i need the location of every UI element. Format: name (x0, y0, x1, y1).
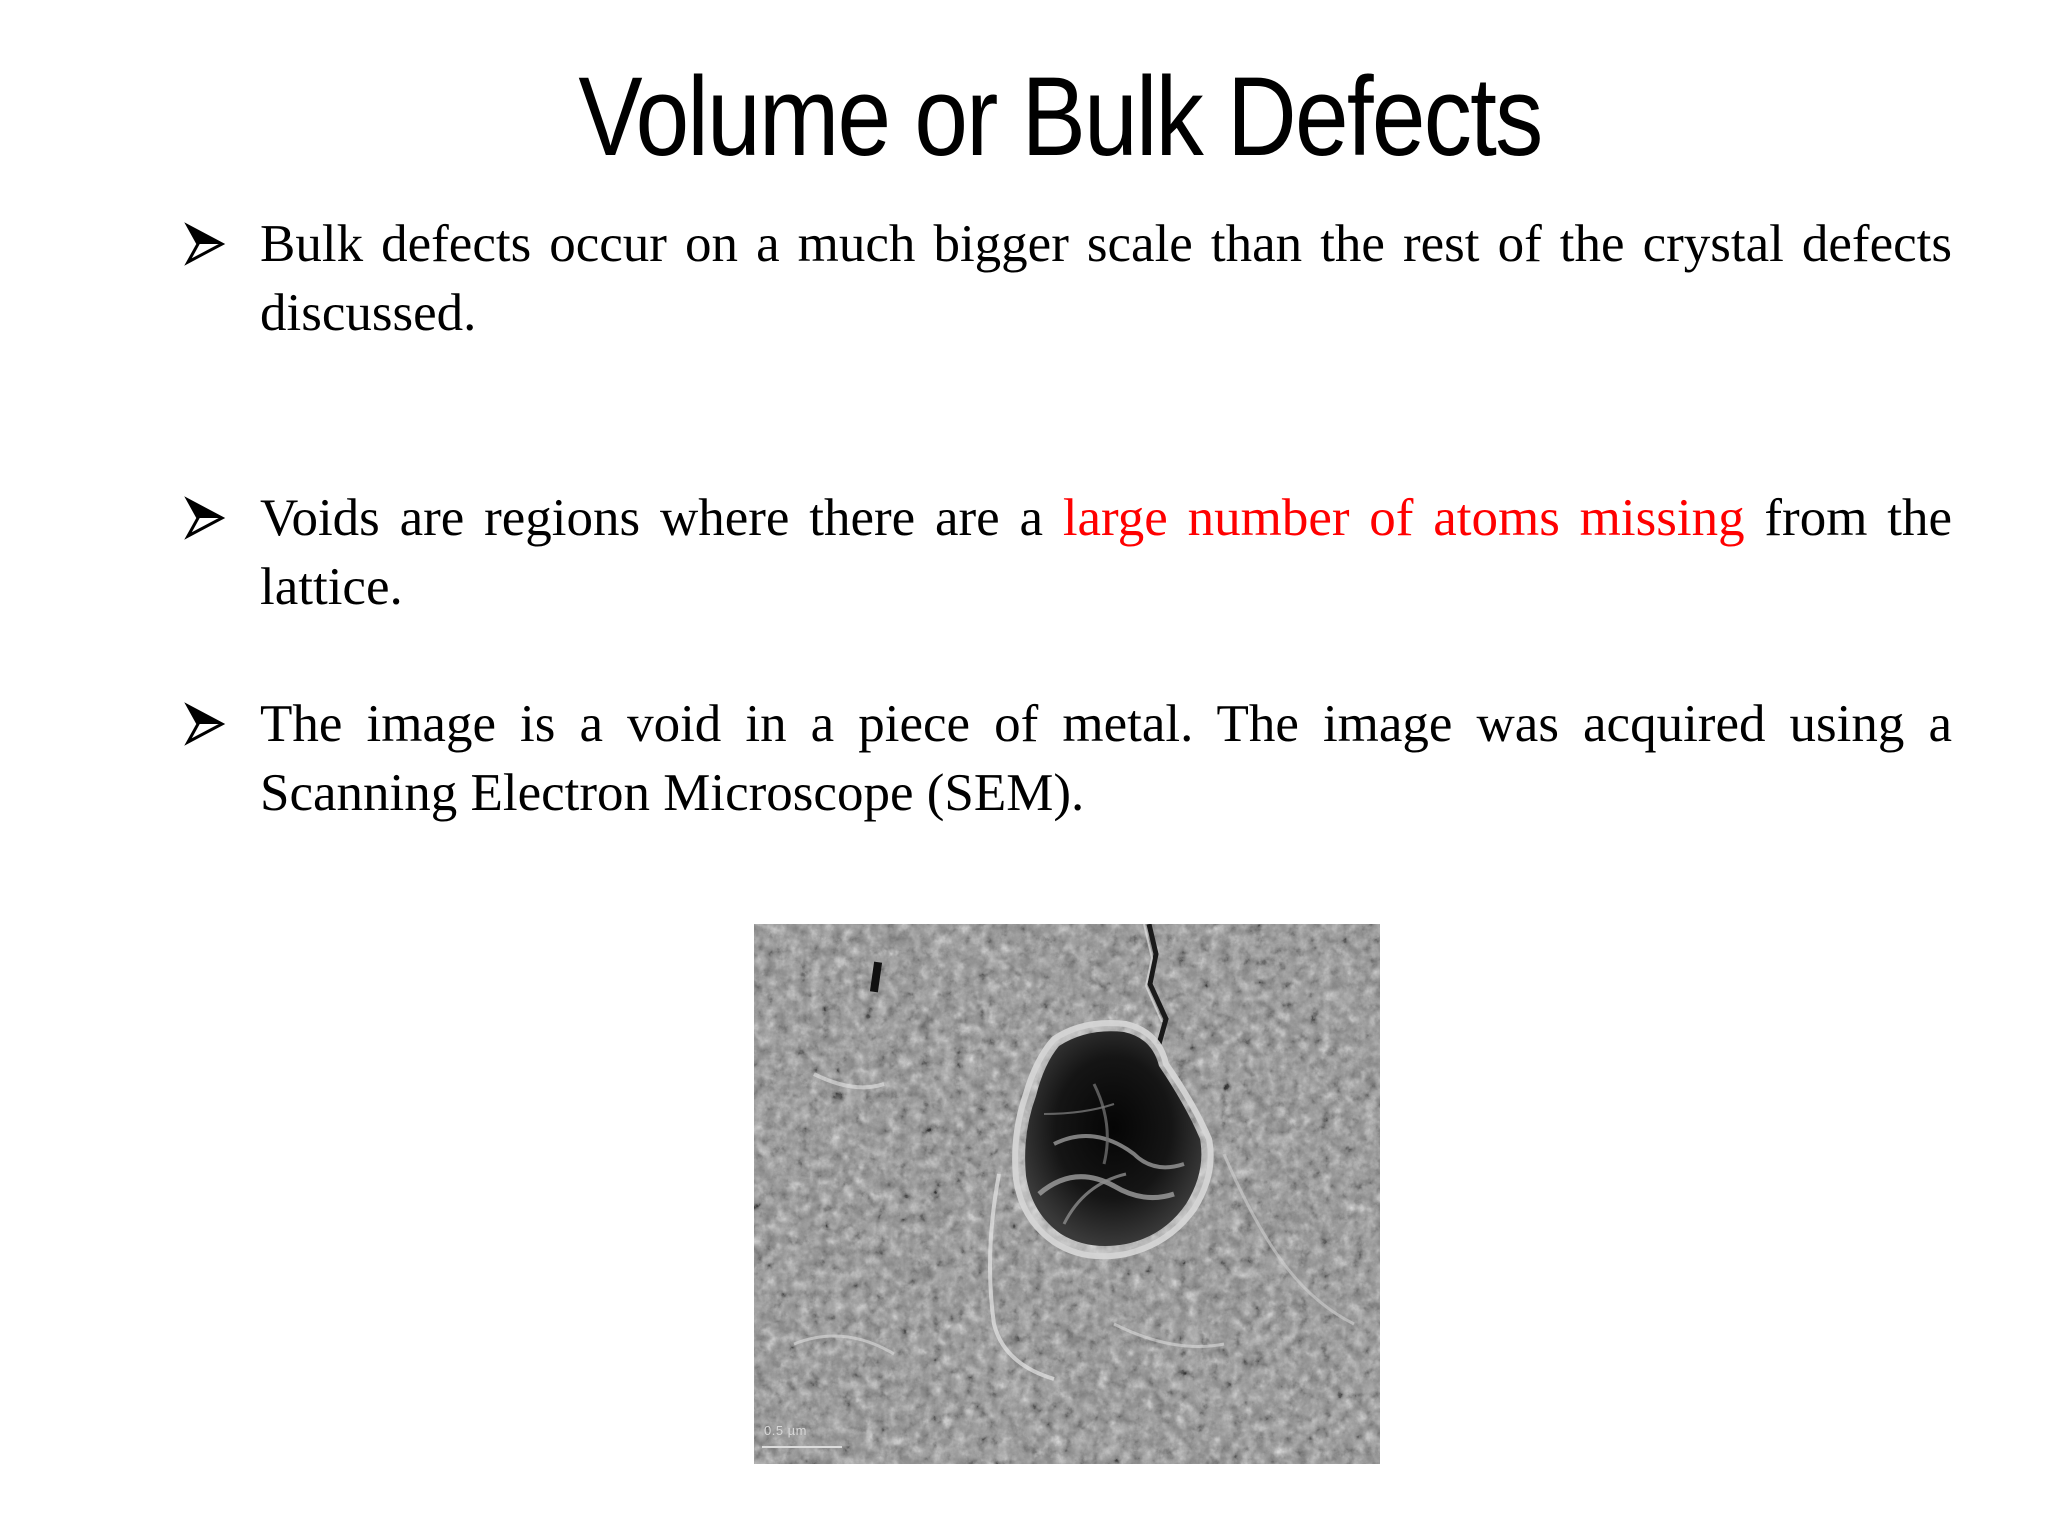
arrowhead-bullet-icon (184, 488, 228, 548)
sem-micrograph (754, 924, 1380, 1464)
bullet-item (184, 690, 1952, 828)
slide-title: Volume or Bulk Defects (578, 54, 1542, 179)
bullet-text (260, 690, 1952, 828)
bullet-item (184, 484, 1952, 622)
sem-void-image (754, 924, 1380, 1464)
arrowhead-bullet-icon (184, 694, 228, 754)
arrowhead-bullet-icon (184, 214, 228, 274)
bullet-text (260, 484, 1952, 622)
scale-bar (762, 1446, 842, 1448)
bullet-text-plain: The image is a void in a piece of metal. The image was acquired using a Scanning Electron Microscope (SEM). (260, 695, 1952, 822)
bullet-text-plain: Voids are regions where there are a (260, 489, 1063, 547)
scale-bar-label: 0.5 µm (764, 1423, 808, 1438)
bullet-item (184, 210, 1952, 348)
bullet-text-plain: Bulk defects occur on a much bigger scale than the rest of the crystal defects discussed. (260, 215, 1952, 342)
bullet-text-highlight: large number of atoms missing (1062, 489, 1745, 547)
bullet-text (260, 210, 1952, 348)
bullet-text-plain: from the lattice. (260, 489, 1952, 616)
